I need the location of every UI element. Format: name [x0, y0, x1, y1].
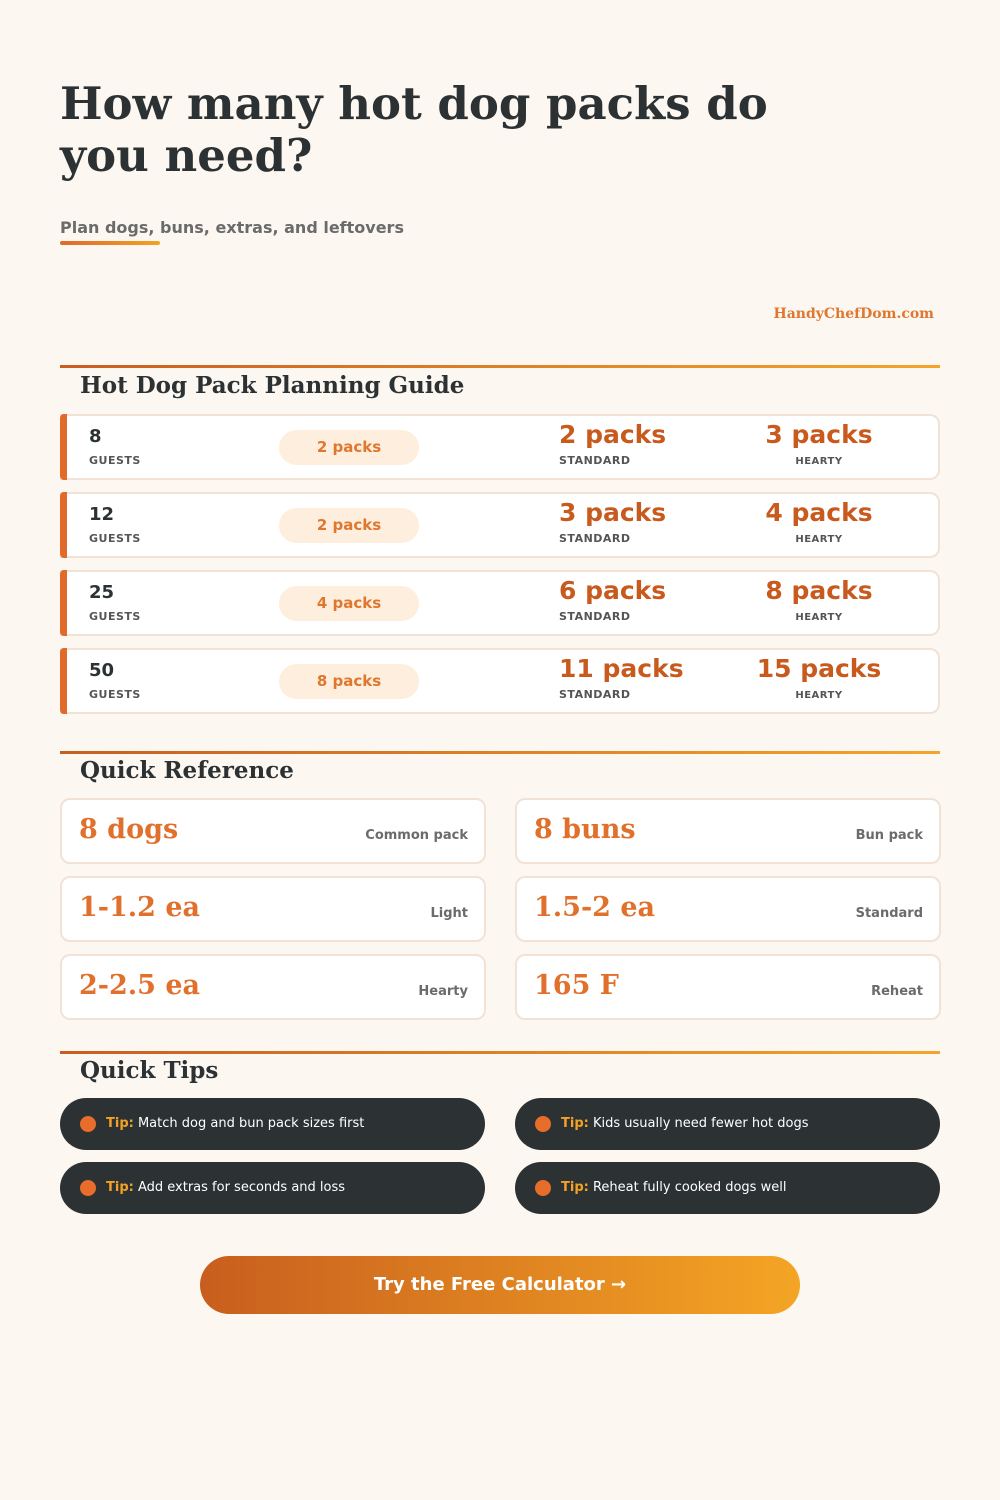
- reference-label: Standard: [855, 906, 923, 921]
- reference-card: [515, 954, 941, 1020]
- reference-card: [60, 798, 486, 864]
- hearty-label: HEARTY: [795, 690, 843, 701]
- reference-label: Common pack: [365, 828, 468, 843]
- tip-bullet-icon: [535, 1116, 551, 1132]
- guide-row: [60, 414, 940, 480]
- hearty-value: 3 packs: [765, 420, 873, 449]
- reference-value: 1-1.2 ea: [79, 892, 201, 923]
- reference-card: [60, 876, 486, 942]
- page-title: How many hot dog packs do you need?: [60, 77, 768, 182]
- hearty-label: HEARTY: [795, 456, 843, 467]
- tip-label: Tip:: [106, 1116, 134, 1131]
- standard-label: STANDARD: [559, 454, 631, 467]
- standard-label: STANDARD: [559, 688, 631, 701]
- hearty-value: 8 packs: [765, 576, 873, 605]
- standard-value: 11 packs: [559, 654, 684, 683]
- reference-label: Light: [430, 906, 468, 921]
- reference-value: 8 buns: [534, 814, 636, 845]
- reference-label: Bun pack: [855, 828, 923, 843]
- reference-label: Reheat: [871, 984, 923, 999]
- pack-pill: 2 packs: [279, 430, 419, 465]
- page-subtitle: Plan dogs, buns, extras, and leftovers: [60, 218, 404, 237]
- standard-label: STANDARD: [559, 532, 631, 545]
- guests-label: GUESTS: [89, 688, 141, 701]
- tip-label: Tip:: [561, 1116, 589, 1131]
- tip-bullet-icon: [535, 1180, 551, 1196]
- standard-value: 2 packs: [559, 420, 667, 449]
- reference-value: 1.5-2 ea: [534, 892, 656, 923]
- tip-label: Tip:: [106, 1180, 134, 1195]
- tip-text: Add extras for seconds and loss: [137, 1180, 346, 1195]
- reference-value: 8 dogs: [79, 814, 179, 845]
- guests-label: GUESTS: [89, 610, 141, 623]
- hearty-label: HEARTY: [795, 612, 843, 623]
- tip-bullet-icon: [80, 1116, 96, 1132]
- reference-title: Quick Reference: [80, 757, 294, 784]
- brand-link[interactable]: HandyChefDom.com: [773, 306, 934, 322]
- tip-text: Match dog and bun pack sizes first: [137, 1116, 365, 1131]
- reference-card: [60, 954, 486, 1020]
- reference-divider: [60, 751, 940, 754]
- standard-label: STANDARD: [559, 610, 631, 623]
- reference-card: [515, 876, 941, 942]
- tip-text: Kids usually need fewer hot dogs: [592, 1116, 809, 1131]
- guide-title: Hot Dog Pack Planning Guide: [80, 372, 465, 399]
- reference-value: 165 F: [534, 970, 619, 1001]
- guide-row: [60, 570, 940, 636]
- tip-item: [60, 1162, 485, 1214]
- calculator-button[interactable]: Try the Free Calculator →: [200, 1256, 800, 1314]
- hearty-value: 15 packs: [756, 654, 882, 683]
- reference-value: 2-2.5 ea: [79, 970, 201, 1001]
- reference-card: [515, 798, 941, 864]
- tip-item: [515, 1162, 940, 1214]
- hearty-value: 4 packs: [765, 498, 873, 527]
- tip-text: Reheat fully cooked dogs well: [592, 1180, 787, 1195]
- guide-divider: [60, 365, 940, 368]
- guide-row: [60, 492, 940, 558]
- subtitle-underline: [60, 241, 160, 245]
- guests-label: GUESTS: [89, 532, 141, 545]
- hearty-label: HEARTY: [795, 534, 843, 545]
- tip-item: [60, 1098, 485, 1150]
- guide-row: [60, 648, 940, 714]
- tip-label: Tip:: [561, 1180, 589, 1195]
- pack-pill: 8 packs: [279, 664, 419, 699]
- tips-title: Quick Tips: [80, 1057, 219, 1084]
- guests-count: 12: [89, 504, 115, 525]
- tip-item: [515, 1098, 940, 1150]
- standard-value: 6 packs: [559, 576, 667, 605]
- reference-label: Hearty: [418, 984, 468, 999]
- guests-count: 25: [89, 582, 115, 603]
- pack-pill: 2 packs: [279, 508, 419, 543]
- guests-label: GUESTS: [89, 454, 141, 467]
- guests-count: 50: [89, 660, 115, 681]
- tips-divider: [60, 1051, 940, 1054]
- guests-count: 8: [89, 426, 102, 447]
- pack-pill: 4 packs: [279, 586, 419, 621]
- tip-bullet-icon: [80, 1180, 96, 1196]
- standard-value: 3 packs: [559, 498, 667, 527]
